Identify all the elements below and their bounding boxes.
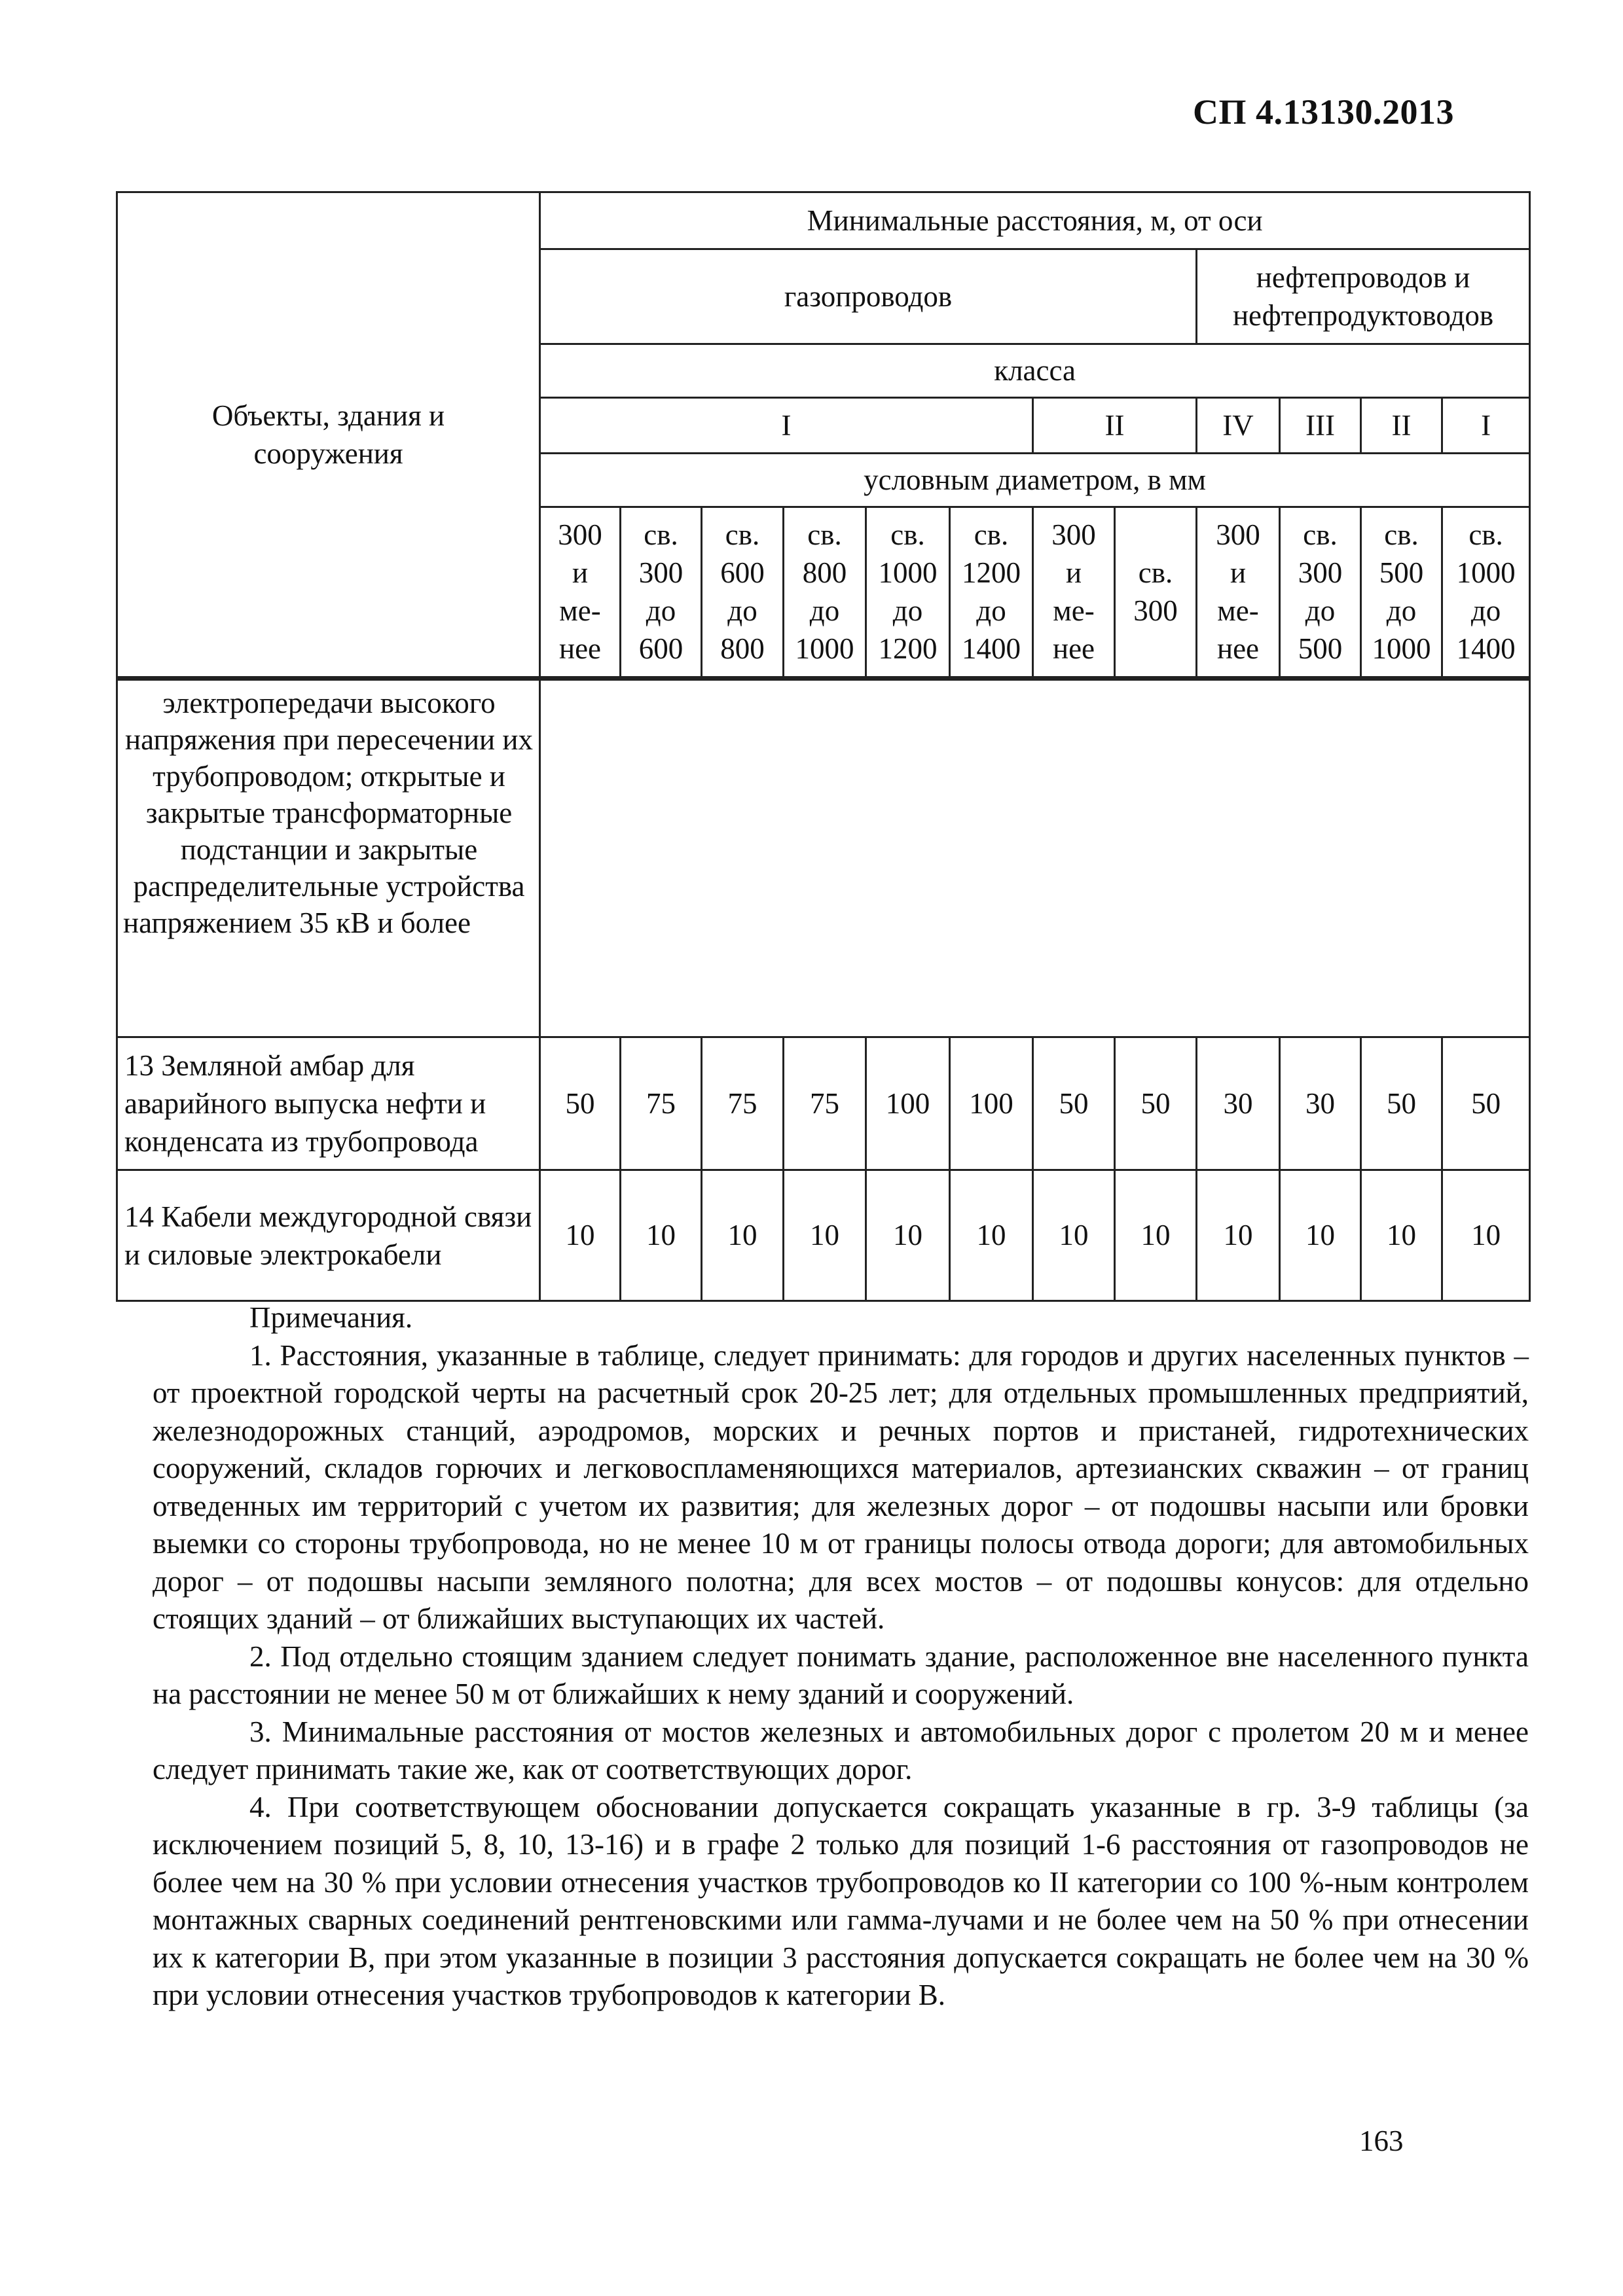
diameter-line: 300	[1298, 556, 1343, 590]
diameter-header-cell	[866, 507, 950, 679]
table-cell: 10	[702, 1170, 784, 1301]
diameter-header-cell	[702, 507, 784, 679]
diameter-line: нее	[1216, 632, 1260, 666]
document-code: СП 4.13130.2013	[1193, 92, 1454, 132]
diameter-line: и	[1230, 556, 1247, 590]
table-cell: 10	[1280, 1170, 1361, 1301]
table-cell: 10	[1197, 1170, 1280, 1301]
diameter-line: св.	[974, 518, 1009, 552]
note-item: 3. Минимальные расстояния от мостов железных и автомобильных дорог с пролетом 20 м и менее следует принимать такие же, как от соответствующих дорог.	[153, 1715, 1529, 1785]
row-label: 13 Земляной амбар для аварийного выпуска нефти и конденсата из трубопровода	[117, 1037, 540, 1170]
diameter-line: до	[976, 594, 1006, 628]
diameter-line: до	[727, 594, 757, 628]
table-cell: 10	[866, 1170, 950, 1301]
diameter-line: до	[892, 594, 923, 628]
diameter-line: нее	[1052, 632, 1095, 666]
diameter-line: до	[809, 594, 840, 628]
row-label: 14 Кабели междугородной связи и силовые электрокабели	[117, 1170, 540, 1301]
diameter-line: 1200	[878, 632, 938, 666]
diameter-line: 500	[1379, 556, 1424, 590]
diameter-header-cell	[1361, 507, 1442, 679]
gas-pipelines-header: газопроводов	[540, 249, 1197, 344]
table-cell: 10	[1033, 1170, 1115, 1301]
table-cell: 50	[540, 1037, 621, 1170]
diameter-line: и	[572, 556, 589, 590]
diameter-line: св.	[807, 518, 842, 552]
diameter-line: св.	[1384, 518, 1419, 552]
distance-table	[116, 191, 1531, 1302]
diameter-line: 300	[1133, 594, 1178, 628]
diameter-header-cell	[784, 507, 866, 679]
table-cell: 50	[1115, 1037, 1197, 1170]
class-label: II	[1361, 398, 1442, 454]
continued-object-label: электропередачи высокого напряжения при пересечении их трубопроводом; открытые и закрытые трансформаторные подстанции и закрытые распределительные устройства напряжением 35 кВ и более	[117, 679, 540, 1037]
class-label: II	[1033, 398, 1197, 454]
class-label: I	[540, 398, 1033, 454]
table-cell: 10	[784, 1170, 866, 1301]
diameter-line: 300	[638, 556, 684, 590]
diameter-line: 800	[720, 632, 765, 666]
diameter-line: нее	[558, 632, 602, 666]
table-cell: 10	[950, 1170, 1033, 1301]
table-cell: 100	[950, 1037, 1033, 1170]
diameter-line: 1000	[1456, 556, 1516, 590]
class-header: класса	[540, 344, 1530, 398]
diameter-line: ме-	[559, 594, 601, 628]
diameter-header-cell	[950, 507, 1033, 679]
diameter-header-cell	[1115, 507, 1197, 679]
notes-section	[153, 1299, 1529, 2015]
table-cell: 10	[621, 1170, 702, 1301]
diameter-line: св.	[1138, 556, 1173, 590]
diameter-header-cell	[540, 507, 621, 679]
class-label: I	[1442, 398, 1530, 454]
diameter-header-cell	[621, 507, 702, 679]
diameter-line: 1000	[878, 556, 938, 590]
table-cell: 75	[784, 1037, 866, 1170]
diameter-line: 1400	[962, 632, 1021, 666]
table-cell: 10	[1115, 1170, 1197, 1301]
diameter-line: 1200	[962, 556, 1021, 590]
page-number: 163	[1359, 2125, 1404, 2157]
table-cell: 75	[621, 1037, 702, 1170]
diameter-line: св.	[1468, 518, 1503, 552]
table-cell: 50	[1361, 1037, 1442, 1170]
table-cell: 50	[1442, 1037, 1530, 1170]
diameter-header-cell	[1280, 507, 1361, 679]
oil-pipelines-header: нефтепроводов и нефтепродуктоводов	[1197, 249, 1530, 344]
diameter-line: до	[1386, 594, 1417, 628]
diameter-line: и	[1065, 556, 1082, 590]
table-cell: 50	[1033, 1037, 1115, 1170]
diameter-line: до	[646, 594, 676, 628]
diameter-line: 300	[1216, 518, 1260, 552]
diameter-line: 300	[558, 518, 602, 552]
diameter-line: 1000	[1372, 632, 1431, 666]
diameter-line: св.	[644, 518, 678, 552]
diameter-line: 1400	[1456, 632, 1516, 666]
table-cell: 100	[866, 1037, 950, 1170]
note-item: 1. Расстояния, указанные в таблице, следует принимать: для городов и других населенных пунктов – от проектной городской черты на расчетный срок 20-25 лет; для отдельных промышленных предприятий, железнодорожных станций, аэродромов, морских и речных портов и пристаней, гидротехнических сооружений, складов горючих и легковоспламеняющихся материалов, артезианских скважин – от границ отведенных им территорий с учетом их развития; для железных дорог – от подошвы насыпи или бровки выемки со стороны трубопровода, но не менее 10 м от границы полосы отвода дороги; для автомобильных дорог – от подошвы насыпи земляного полотна; для всех мостов – от подошвы конусов: для отдельно стоящих зданий – от ближайших выступающих их частей.	[153, 1338, 1529, 1635]
diameter-line: св.	[725, 518, 760, 552]
table-cell: 10	[540, 1170, 621, 1301]
table-cell: 30	[1280, 1037, 1361, 1170]
empty-values-cell	[540, 679, 1530, 1037]
table-cell: 10	[1361, 1170, 1442, 1301]
table-cell: 75	[702, 1037, 784, 1170]
diameter-line: до	[1470, 594, 1501, 628]
diameter-line: до	[1305, 594, 1336, 628]
diameter-line: ме-	[1053, 594, 1095, 628]
diameter-line: ме-	[1217, 594, 1259, 628]
diameter-header: условным диаметром, в мм	[540, 454, 1530, 507]
diameter-line: 600	[638, 632, 684, 666]
table-cell: 10	[1442, 1170, 1530, 1301]
diameter-line: 500	[1298, 632, 1343, 666]
notes-title: Примечания.	[249, 1301, 413, 1334]
diameter-line: 1000	[795, 632, 854, 666]
class-label: III	[1280, 398, 1361, 454]
diameter-line: св.	[1303, 518, 1338, 552]
diameter-line: 300	[1051, 518, 1096, 552]
diameter-line: 800	[802, 556, 847, 590]
note-item: 2. Под отдельно стоящим зданием следует понимать здание, расположенное вне населенного пункта на расстоянии не менее 50 м от ближайших к нему зданий и сооружений.	[153, 1640, 1529, 1710]
objects-header: Объекты, здания и сооружения	[117, 192, 540, 679]
min-distance-header: Минимальные расстояния, м, от оси	[540, 192, 1530, 249]
diameter-line: 600	[720, 556, 765, 590]
class-label: IV	[1197, 398, 1280, 454]
diameter-header-cell	[1033, 507, 1115, 679]
diameter-header-cell	[1197, 507, 1280, 679]
diameter-line: св.	[890, 518, 925, 552]
diameter-header-cell	[1442, 507, 1530, 679]
note-item: 4. При соответствующем обосновании допускается сокращать указанные в гр. 3-9 таблицы (за исключением позиций 5, 8, 10, 13-16) и в графе 2 только для позиций 1-6 расстояния от газопроводов не более чем на 30 % при условии отнесения участков трубопроводов ко II категории со 100 %-ным контролем монтажных сварных соединений рентгеновскими или гамма-лучами и не более чем на 50 % при отнесении их к категории В, при этом указанные в позиции 3 расстояния допускается сокращать не более чем на 30 % при условии отнесения участков трубопроводов к категории В.	[153, 1790, 1529, 2011]
table-cell: 30	[1197, 1037, 1280, 1170]
